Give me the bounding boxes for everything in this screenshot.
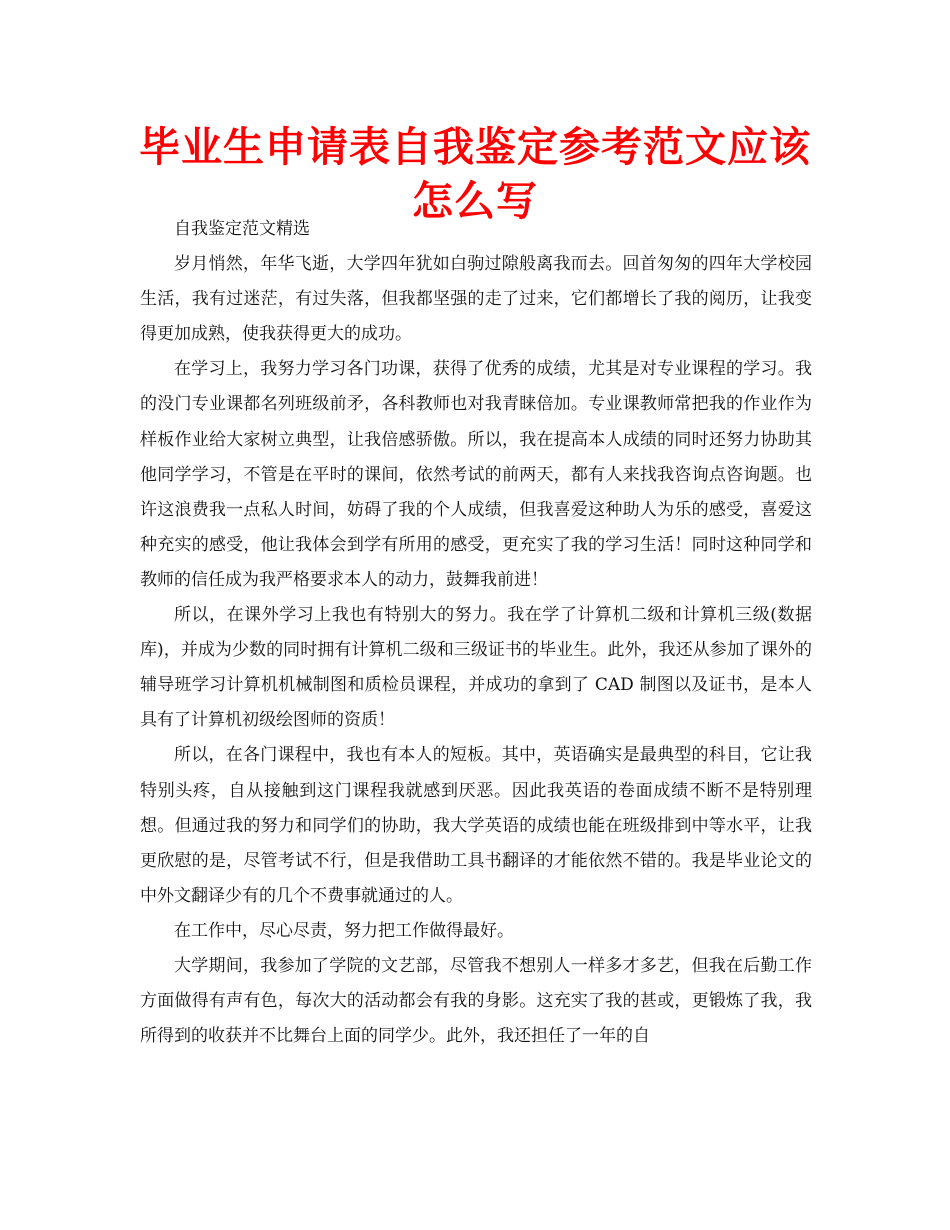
body-paragraph: 岁月悄然，年华飞逝，大学四年犹如白驹过隙般离我而去。回首匆匆的四年大学校园生活，我有过迷茫，有过失落，但我都坚强的走了过来，它们都增长了我的阅历，让我变得更加成熟，使我获得更大的成功。 <box>140 254 812 345</box>
body-paragraph: 所以，在课外学习上我也有特别大的努力。我在学了计算机二级和计算机三级(数据库)，并成为少数的同时拥有计算机二级和三级证书的毕业生。此外，我还从参加了课外的辅导班学习计算机机械制图和质检员课程，并成功的拿到了 CAD 制图以及证书，是本人具有了计算机初级绘图师的资质！ <box>140 605 812 731</box>
document-body <box>140 212 812 1054</box>
section-heading: 自我鉴定范文精选 <box>174 219 310 239</box>
body-paragraph: 所以，在各门课程中，我也有本人的短板。其中，英语确实是最典型的科目，它让我特别头疼，自从接触到这门课程我就感到厌恶。因此我英语的卷面成绩不断不是特别理想。但通过我的努力和同学们的协助，我大学英语的成绩也能在班级排到中等水平，让我更欣慰的是，尽管考试不行，但是我借助工具书翻译的才能依然不错的。我是毕业论文的中外文翻译少有的几个不费事就通过的人。 <box>140 745 812 906</box>
body-paragraph: 在工作中，尽心尽责，努力把工作做得最好。 <box>174 920 514 941</box>
body-paragraph: 在学习上，我努力学习各门功课，获得了优秀的成绩，尤其是对专业课程的学习。我的没门专业课都名列班级前矛，各科教师也对我青睐倍加。专业课教师常把我的作业作为样板作业给大家树立典型，让我倍感骄傲。所以，我在提高本人成绩的同时还努力协助其他同学学习，不管是在平时的课间，依然考试的前两天，都有人来找我咨询点咨询题。也许这浪费我一点私人时间，妨碍了我的个人成绩，但我喜爱这种助人为乐的感受，喜爱这种充实的感受，他让我体会到学有所用的感受，更充实了我的学习生活！同时这种同学和教师的信任成为我严格要求本人的动力，鼓舞我前进！ <box>140 359 812 590</box>
body-paragraph: 大学期间，我参加了学院的文艺部，尽管我不想别人一样多才多艺，但我在后勤工作方面做得有声有色，每次大的活动都会有我的身影。这充实了我的甚或，更锻炼了我，我所得到的收获并不比舞台上面的同学少。此外，我还担任了一年的自 <box>140 955 812 1047</box>
document-title: 毕业生申请表自我鉴定参考范文应该怎么写 <box>139 123 811 225</box>
